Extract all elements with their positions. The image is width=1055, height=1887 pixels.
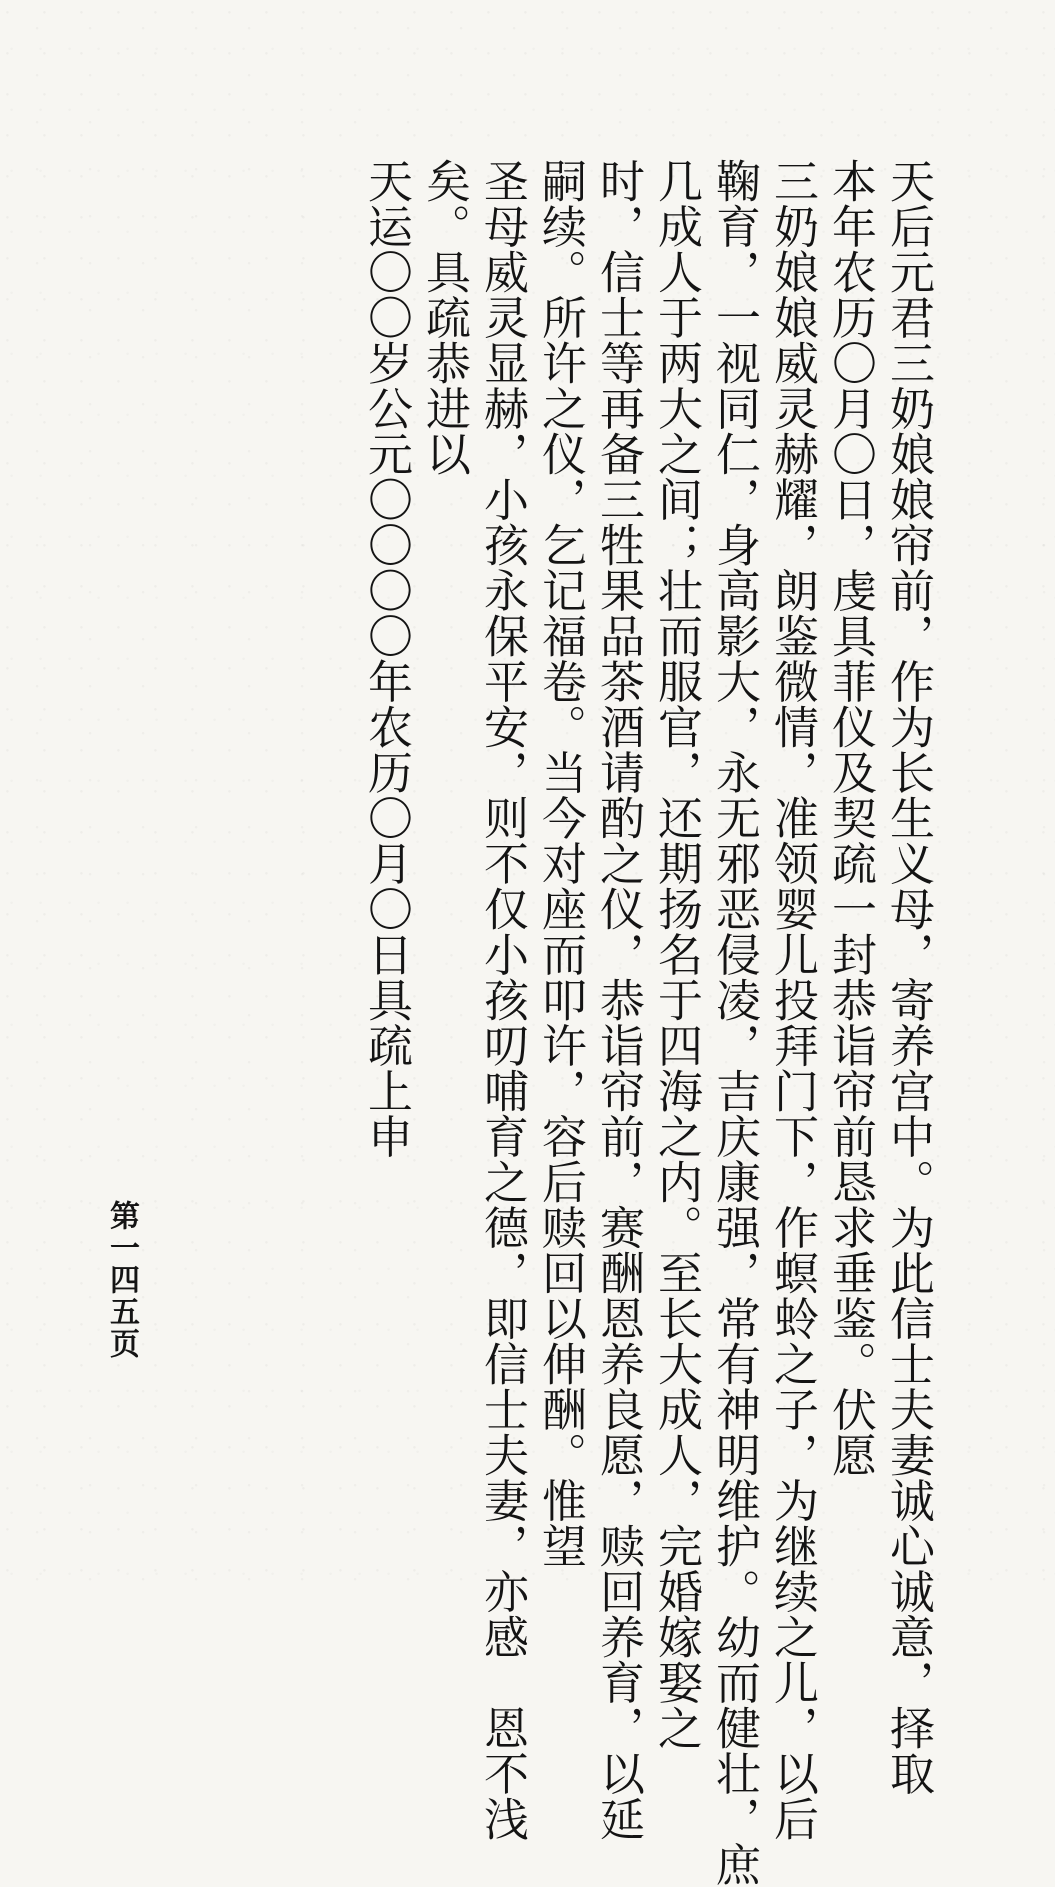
text-column-7: 嗣续。所许之仪，乞记福卷。当今对座而叩许，容后赎回以伸酬。惟望 — [534, 158, 587, 1569]
text-column-4: 鞠育，一视同仁，身高影大，永无邪恶侵凌，吉庆康强，常有神明维护。幼而健壮，庶 — [708, 158, 761, 1887]
text-column-8: 圣母威灵显赫，小孩永保平安，则不仅小孩叨哺育之德，即信士夫妻，亦感 恩不浅 — [476, 158, 529, 1842]
text-column-9: 矣。具疏恭进以 — [418, 158, 471, 477]
text-column-2: 本年农历〇月〇日，虔具菲仪及契疏一封恭诣帘前恳求垂鉴。伏愿 — [824, 158, 877, 1478]
page-number: 第一四五页 — [104, 1200, 139, 1360]
text-column-10: 天运〇〇岁公元〇〇〇〇年农历〇月〇日具疏上申 — [360, 158, 413, 1159]
text-column-6: 时，信士等再备三牲果品茶酒请酌之仪，恭诣帘前，赛酬恩养良愿，赎回养育，以延 — [592, 158, 645, 1842]
text-column-5: 几成人于两大之间；壮而服官，还期扬名于四海之内。至长大成人，完婚嫁娶之 — [650, 158, 703, 1751]
petition-text — [357, 158, 937, 1887]
text-column-3: 三奶娘娘威灵赫耀，朗鉴微情，准领婴儿投拜门下，作螟蛉之子，为继续之儿，以后 — [766, 158, 819, 1842]
text-column-1: 天后元君三奶娘娘帘前，作为长生义母，寄养宫中。为此信士夫妻诚心诚意，择取 — [882, 158, 935, 1796]
